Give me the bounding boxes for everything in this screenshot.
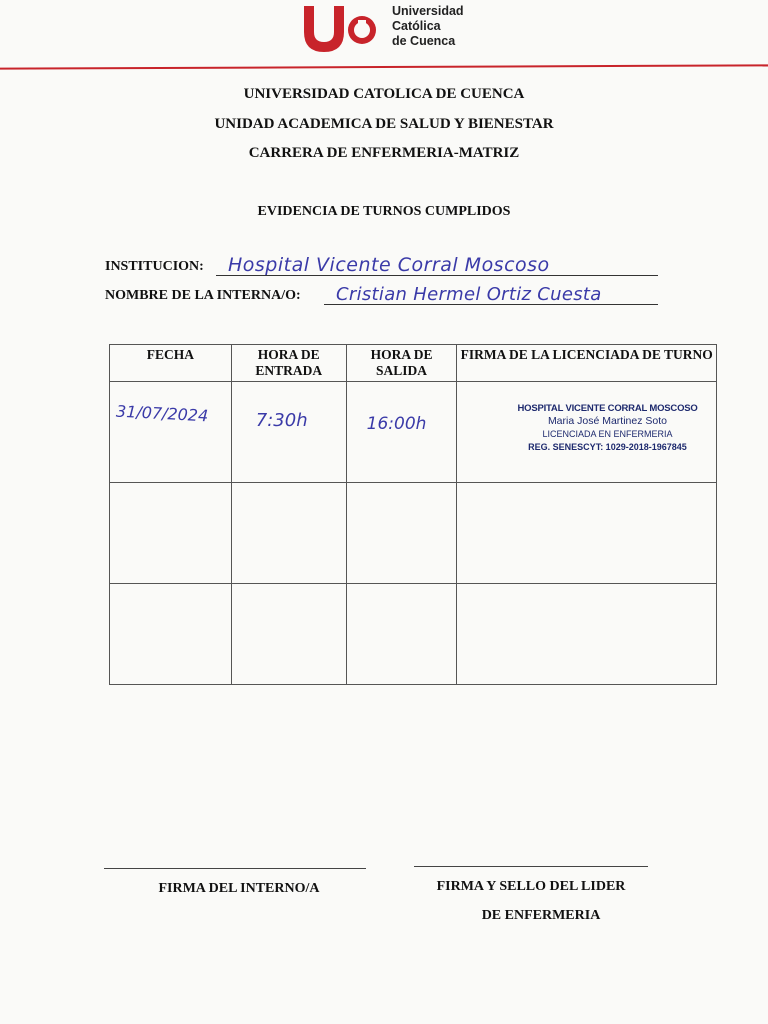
- cell-fecha: [110, 382, 232, 483]
- entry-time-value: 7:30h: [255, 410, 308, 431]
- cell-hora-salida: [346, 584, 457, 685]
- cell-hora-entrada: [231, 483, 346, 584]
- cell-hora-entrada: [231, 382, 346, 483]
- title-unit: UNIDAD ACADEMICA DE SALUD Y BIENESTAR: [214, 116, 554, 132]
- leader-signature-label-2: DE ENFERMERIA: [481, 908, 601, 923]
- table-row: [110, 483, 717, 584]
- title-university: UNIVERSIDAD CATOLICA DE CUENCA: [243, 86, 525, 102]
- cell-fecha: [110, 584, 232, 685]
- exit-time-value: 16:00h: [366, 414, 427, 434]
- header-firma: FIRMA DE LA LICENCIADA DE TURNO: [457, 345, 717, 382]
- leader-signature-label-1: FIRMA Y SELLO DEL LIDER: [436, 879, 626, 894]
- header-hora-entrada: HORA DE ENTRADA: [231, 345, 346, 382]
- cell-hora-salida: [346, 382, 457, 483]
- cell-fecha: [110, 483, 232, 584]
- intern-signature-line: [104, 868, 366, 869]
- header-hora-salida: HORA DE SALIDA: [346, 345, 457, 382]
- table-row: [110, 382, 717, 483]
- stamp-registry: REG. SENESCYT: 1029-2018-1967845: [528, 442, 687, 452]
- cell-firma: [457, 483, 717, 584]
- cell-firma: [457, 584, 717, 685]
- cell-firma: [457, 382, 717, 483]
- title-career: CARRERA DE ENFERMERIA-MATRIZ: [248, 145, 520, 161]
- shifts-table: [109, 344, 717, 685]
- leader-signature-line: [414, 866, 648, 867]
- table-header-row: [110, 345, 717, 382]
- stamp-title: LICENCIADA EN ENFERMERIA: [542, 429, 673, 439]
- stamp-name: Maria José Martinez Soto: [547, 415, 667, 427]
- header-fecha: FECHA: [110, 345, 232, 382]
- stamp-hospital: HOSPITAL VICENTE CORRAL MOSCOSO: [517, 403, 698, 414]
- intern-signature-label: FIRMA DEL INTERNO/A: [158, 881, 320, 896]
- university-logo: [300, 2, 480, 58]
- institution-value: Hospital Vicente Corral Moscoso: [228, 254, 550, 276]
- date-value: 31/07/2024: [115, 401, 209, 426]
- document-title: EVIDENCIA DE TURNOS CUMPLIDOS: [257, 204, 511, 219]
- intern-name-label: NOMBRE DE LA INTERNA/O:: [105, 288, 301, 303]
- header-divider: [0, 64, 768, 69]
- nurse-stamp: [517, 402, 697, 454]
- intern-name-value: Cristian Hermel Ortiz Cuesta: [336, 284, 602, 305]
- logo-wordmark: Universidad Católica de Cuenca: [392, 4, 464, 48]
- table-row: [110, 584, 717, 685]
- uc-logo-icon: [300, 2, 390, 58]
- institution-label: INSTITUCION:: [105, 259, 204, 274]
- cell-hora-entrada: [231, 584, 346, 685]
- cell-hora-salida: [346, 483, 457, 584]
